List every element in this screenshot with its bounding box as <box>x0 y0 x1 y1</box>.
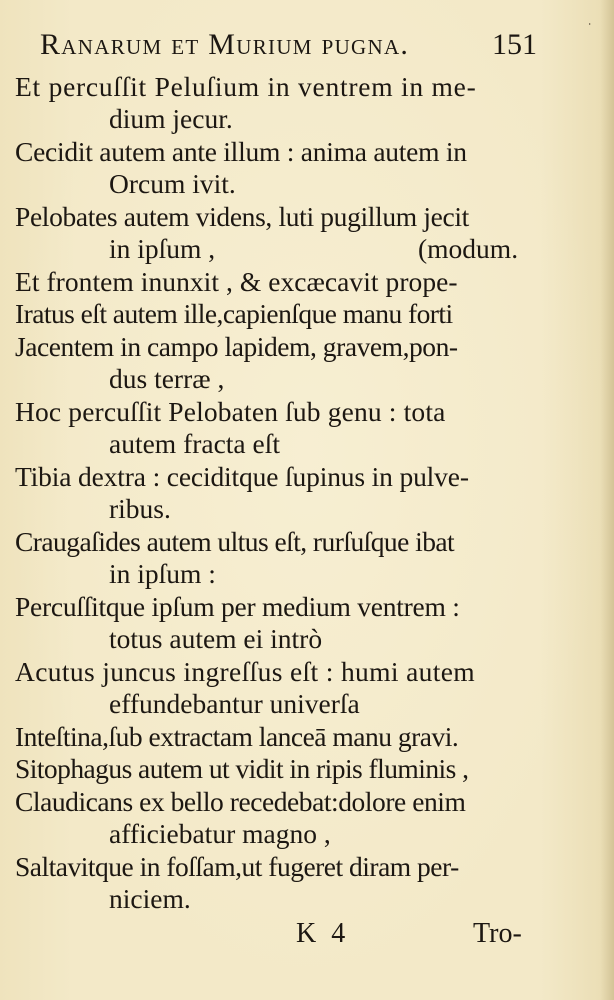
text-line: Saltavitque in foſſam,ut fugeret diram per- <box>15 851 459 882</box>
text-line: (modum. <box>418 233 519 264</box>
signature-mark: K 4 <box>296 918 350 949</box>
text-line: Jacentem in campo lapidem, gravem,pon- <box>15 331 458 362</box>
text-line: Acutus juncus ingreſſus eſt : humi autem <box>15 656 476 687</box>
text-line: Craugaſides autem ultus eſt, rurſuſque ibat <box>15 526 455 557</box>
text-line: in ipſum , <box>109 233 216 264</box>
running-head <box>40 28 537 64</box>
text-line: in ipſum : <box>109 558 216 589</box>
running-title: Ranarum et Murium pugna. <box>40 28 410 61</box>
text-line: totus autem ei intrò <box>109 623 323 654</box>
text-line: Pelobates autem videns, luti pugillum jecit <box>15 201 469 232</box>
page-number: 151 <box>492 28 537 61</box>
text-line: Percuſſitque ipſum per medium ventrem : <box>15 591 460 622</box>
text-line: niciem. <box>109 883 191 914</box>
text-line: Et percuſſit Peluſium in ventrem in me- <box>15 71 477 102</box>
text-line: autem fracta eſt <box>109 428 281 459</box>
text-line: Sitophagus autem ut vidit in ripis fluminis , <box>15 753 469 784</box>
text-line: effundebantur univerſa <box>109 688 360 719</box>
text-line: dus terræ , <box>109 363 225 394</box>
text-line: Et frontem inunxit , & excæcavit prope- <box>15 266 458 297</box>
text-line: afficiebatur magno , <box>109 818 331 849</box>
text-line: Tibia dextra : ceciditque ſupinus in pulve- <box>15 461 469 492</box>
text-line: Claudicans ex bello recedebat:dolore enim <box>15 786 466 817</box>
text-line: Cecidit autem ante illum : anima autem in <box>15 136 467 167</box>
text-line: Inteſtina,ſub extractam lanceā manu gravi. <box>15 721 459 752</box>
catchword: Tro- <box>473 918 522 949</box>
text-line: Hoc percuſſit Pelobaten ſub genu : tota <box>15 396 446 427</box>
text-line: ribus. <box>109 493 171 524</box>
text-line: Iratus eſt autem ille,capienſque manu forti <box>15 298 453 329</box>
text-line: dium jecur. <box>109 103 233 134</box>
text-line: Orcum ivit. <box>109 168 236 199</box>
edge-mark: ˌ <box>587 10 592 25</box>
page-edge-shadow <box>600 0 614 1000</box>
